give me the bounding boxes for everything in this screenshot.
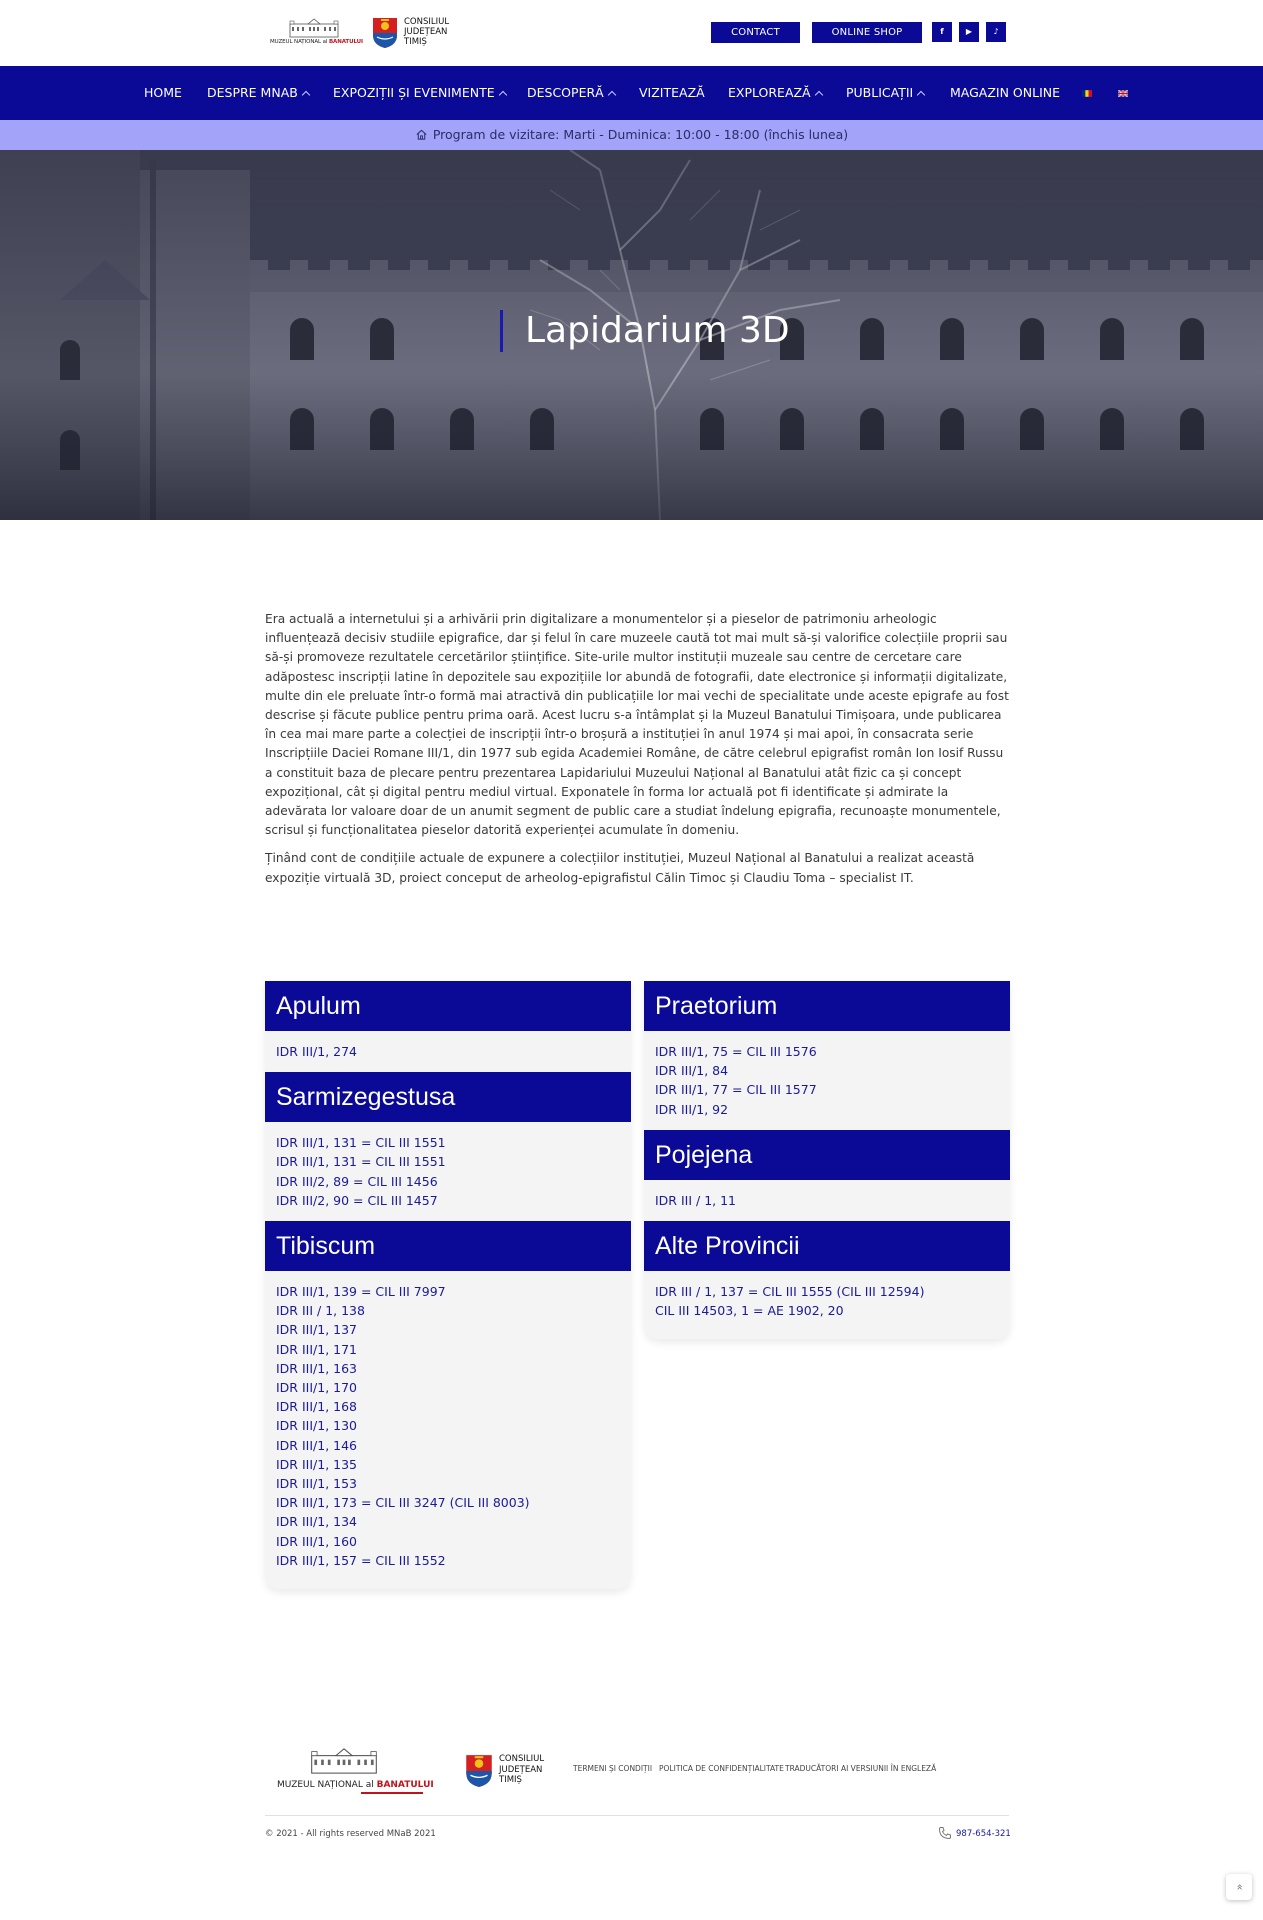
tiktok-icon[interactable]: ♪: [986, 22, 1006, 42]
logo-underline: [361, 1792, 423, 1794]
collection-card-pojejena: [644, 1130, 1010, 1221]
inscription-link[interactable]: IDR III/1, 135: [276, 1456, 357, 1472]
inscription-link[interactable]: IDR III/1, 131 = CIL III 1551: [276, 1154, 446, 1170]
online-shop-button[interactable]: ONLINE SHOP: [812, 22, 922, 43]
inscription-link[interactable]: IDR III/1, 274: [276, 1044, 357, 1059]
footer-cjt-logo[interactable]: [465, 1752, 555, 1790]
footer-link-terms[interactable]: TERMENI ȘI CONDIȚII: [573, 1764, 653, 1773]
nav-item-descopera[interactable]: DESCOPERĂ: [527, 66, 615, 120]
inscription-link[interactable]: IDR III/1, 168: [276, 1399, 357, 1415]
inscription-link[interactable]: IDR III/1, 75 = CIL III 1576: [655, 1044, 817, 1059]
county-crest-icon: [465, 1754, 493, 1788]
museum-building-icon: [309, 1746, 379, 1776]
inscription-link[interactable]: IDR III/1, 77 = CIL III 1577: [655, 1082, 817, 1098]
phone-number: 987-654-321: [956, 1829, 1011, 1839]
collection-card-apulum: [265, 981, 631, 1072]
collection-card-tibiscum: [265, 1221, 631, 1581]
intro-paragraph: Ținând cont de condițiile actuale de expunere a colecțiilor instituției, Muzeul Național al Banatului a realizat această expoziție virtuală 3D, proiect conceput de arheolog-epigrafistul Călin Timoc și Claudiu Toma – specialist IT.: [265, 851, 975, 885]
nav-item-exploreaza[interactable]: EXPLOREAZĂ: [728, 66, 822, 120]
museum-building-icon: [288, 18, 340, 38]
nav-item-publicatii[interactable]: PUBLICAȚII: [846, 66, 924, 120]
inscription-link[interactable]: IDR III/2, 89 = CIL III 1456: [276, 1173, 438, 1189]
footer-link-privacy[interactable]: POLITICA DE CONFIDENȚIALITATE: [659, 1764, 784, 1773]
inscription-link[interactable]: IDR III/1, 160: [276, 1533, 357, 1549]
footer-link-translators[interactable]: TRADUCĂTORI AI VERSIUNII ÎN ENGLEZĂ: [785, 1764, 937, 1773]
youtube-icon[interactable]: ▶: [959, 22, 979, 42]
collection-card-sarmizegestusa: [265, 1072, 631, 1221]
mnab-logo[interactable]: [270, 18, 362, 48]
inscription-link[interactable]: IDR III / 1, 11: [655, 1192, 736, 1208]
collection-title: Apulum: [265, 981, 631, 1031]
page-title: Lapidarium 3D: [500, 310, 790, 352]
inscription-link[interactable]: IDR III/1, 163: [276, 1360, 357, 1376]
collection-title: Pojejena: [644, 1130, 1010, 1180]
inscription-link[interactable]: IDR III/1, 131 = CIL III 1551: [276, 1135, 446, 1151]
collection-title: Sarmizegestusa: [265, 1072, 631, 1122]
contact-button[interactable]: CONTACT: [711, 22, 800, 43]
mnab-logo-text: MUZEUL NAȚIONAL al BANATULUI: [270, 39, 363, 45]
cjt-logo[interactable]: [372, 15, 462, 51]
collection-title: Praetorium: [644, 981, 1010, 1031]
phone-link[interactable]: [938, 1826, 1011, 1840]
inscription-link[interactable]: IDR III/1, 153: [276, 1476, 357, 1492]
inscription-link[interactable]: IDR III / 1, 137 = CIL III 1555 (CIL III 12594): [655, 1284, 925, 1300]
facebook-icon[interactable]: f: [932, 22, 952, 42]
phone-icon: [938, 1826, 952, 1840]
nav-item-magazin-online[interactable]: MAGAZIN ONLINE: [950, 85, 1061, 100]
home-icon: [415, 128, 428, 141]
top-header: [0, 0, 1263, 66]
collection-card-praetorium: [644, 981, 1010, 1130]
inscription-link[interactable]: IDR III/2, 90 = CIL III 1457: [276, 1192, 438, 1208]
nav-item-home[interactable]: HOME: [144, 85, 182, 100]
inscription-link[interactable]: IDR III/1, 92: [655, 1101, 729, 1117]
chevron-up-icon: [607, 91, 615, 99]
inscription-link[interactable]: IDR III/1, 134: [276, 1514, 357, 1530]
footer-divider: [265, 1815, 1009, 1816]
intro-paragraph: Era actuală a internetului și a arhivării prin digitalizare a monumentelor și a pieselor de patrimoniu arheologic influențează decisiv studiile epigrafice, dar și felul în care muzeele caută tot mai mult să-și valorifice colecțiile proprii sau să-și promoveze rezultatele cercetărilor științifice. Site-urile multor instituții muzeale sau centre de cercetare care adăpostesc inscripții latine în depozitele sau expozițiile lor abundă de fotografii, date electronice și informații digitalizate, multe din ele preluate într-o formă mai atractivă din publicațiile lor mai vechi de specialitate unde aceste epigrafe au fost descrise și făcute publice pentru prima oară. Acest lucru s-a întâmplat și la Muzeul Banatului Timișoara, unde publicarea în cea mai mare parte a colecției de inscripții într-o broșură a instituției în anul 1974 și mai apoi, în consacrata serie Inscripțiile Daciei Romane III/1, din 1977 sub egida Academiei Române, de către celebrul epigrafist român Ion Iosif Russu a constituit baza de plecare pentru prezentarea Lapidariului Muzeului Național al Banatului atât fizic ca și concept expozițional, cât și digital pentru mediul virtual. Exponatele în forma lor actuală pot fi identificate și admirate la adevărata lor valoare doar de un anumit segment de public care a studiat îndelung epigrafia, recunoaște monumentele, scrisul și funcționalitatea pieselor datorită experienței acumulate în domeniu.: [265, 612, 1009, 838]
inscription-link[interactable]: IDR III/1, 130: [276, 1418, 357, 1434]
inscription-link[interactable]: IDR III/1, 170: [276, 1380, 357, 1396]
chevron-up-icon: [498, 91, 506, 99]
collection-title: Alte Provincii: [644, 1221, 1010, 1271]
collection-title: Tibiscum: [265, 1221, 631, 1271]
cjt-logo-text: CONSILIUL JUDEȚEAN TIMIȘ: [404, 17, 450, 47]
inscription-link[interactable]: IDR III / 1, 138: [276, 1303, 365, 1319]
inscription-link[interactable]: IDR III/1, 139 = CIL III 7997: [276, 1284, 446, 1300]
nav-item-despre-mnab[interactable]: DESPRE MNAB: [207, 66, 309, 120]
inscription-link[interactable]: CIL III 14503, 1 = AE 1902, 20: [655, 1303, 844, 1319]
copyright-text: © 2021 - All rights reserved MNaB 2021: [265, 1829, 436, 1839]
inscription-link[interactable]: IDR III/1, 146: [276, 1437, 357, 1453]
hero-banner: [0, 150, 1263, 520]
chevron-up-icon: [814, 91, 822, 99]
visiting-hours-text: Program de vizitare: Marti - Duminica: 10:00 - 18:00 (închis lunea): [432, 127, 849, 142]
footer-mnab-logo-text: MUZEUL NAȚIONAL al BANATULUI: [277, 1780, 434, 1790]
nav-item-expozitii[interactable]: EXPOZIȚII ȘI EVENIMENTE: [333, 66, 506, 120]
inscription-link[interactable]: IDR III/1, 84: [655, 1063, 729, 1079]
back-to-top-button[interactable]: [1226, 1874, 1252, 1900]
nav-item-viziteaza[interactable]: VIZITEAZĂ: [639, 85, 705, 100]
footer-mnab-logo[interactable]: [277, 1746, 434, 1794]
footer-cjt-logo-text: CONSILIUL JUDEȚEAN TIMIȘ: [499, 1754, 545, 1785]
chevron-up-icon: [917, 91, 925, 99]
collection-card-alte-provincii: [644, 1221, 1010, 1331]
inscription-link[interactable]: IDR III/1, 171: [276, 1341, 357, 1357]
inscription-link[interactable]: IDR III/1, 137: [276, 1322, 357, 1338]
intro-text: [265, 610, 1009, 897]
inscription-link[interactable]: IDR III/1, 173 = CIL III 3247 (CIL III 8003): [276, 1495, 530, 1511]
visiting-hours-bar: [0, 120, 1263, 150]
double-chevron-up-icon: «: [1232, 1883, 1246, 1891]
inscription-link[interactable]: IDR III/1, 157 = CIL III 1552: [276, 1552, 446, 1568]
collections-left-column: [265, 981, 631, 1589]
chevron-up-icon: [302, 91, 310, 99]
romania-flag-icon[interactable]: [1082, 90, 1092, 97]
collections-right-column: [644, 981, 1010, 1339]
county-crest-icon: [372, 17, 398, 49]
english-flag-icon[interactable]: [1118, 90, 1128, 97]
main-navigation: [0, 66, 1263, 120]
